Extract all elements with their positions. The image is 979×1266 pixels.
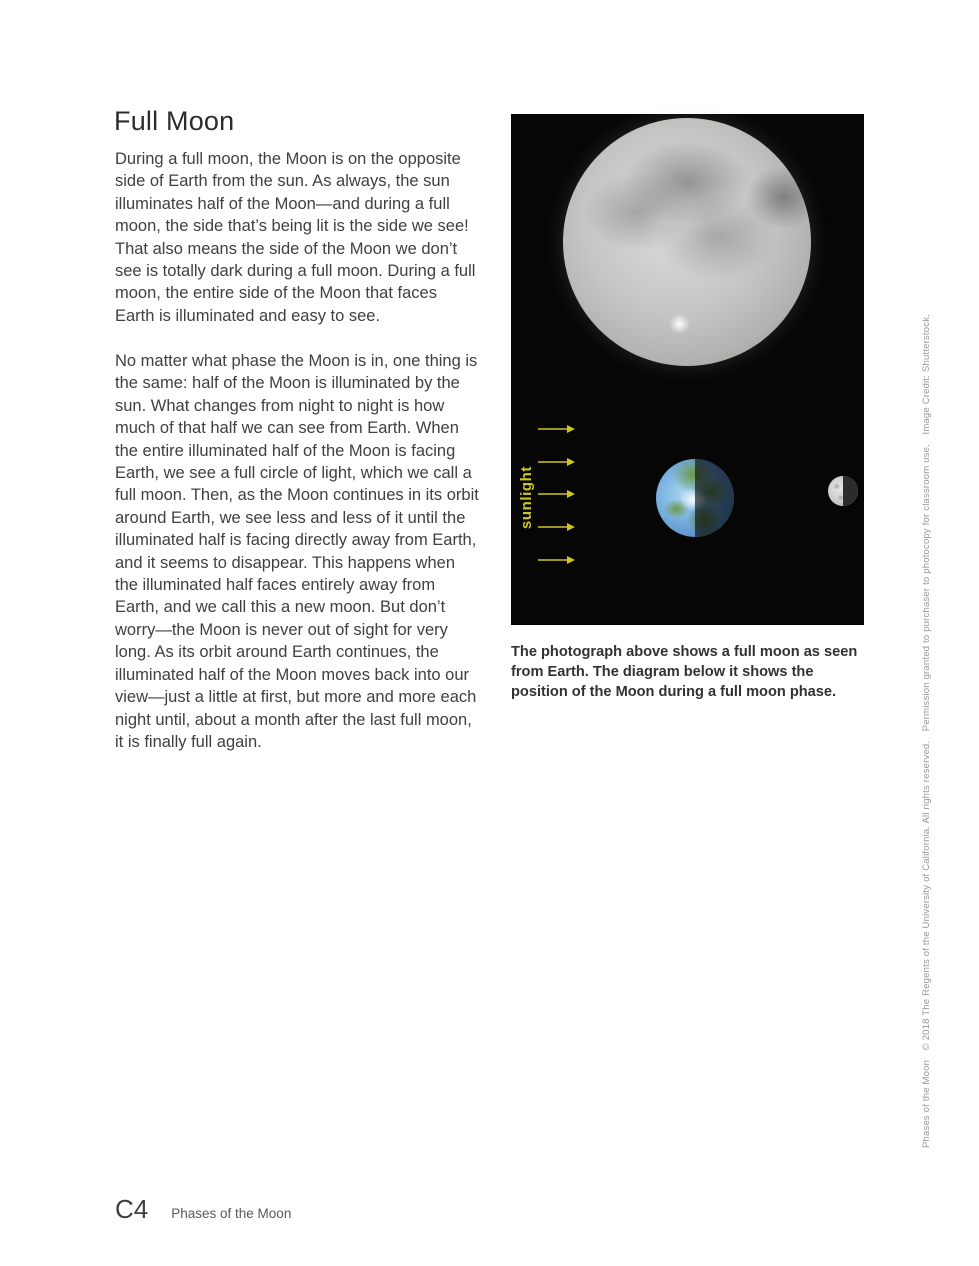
page-title: Full Moon <box>114 106 235 136</box>
moon-position-diagram <box>511 114 864 625</box>
body-paragraph-1: During a full moon, the Moon is on the opposite side of Earth from the sun. As always, the sun illuminates half of the Moon—and during a full moon, the side that’s being lit is the side we see! That also means the side of the Moon we don’t see is totally dark during a full moon. During a full moon, the entire side of the Moon that faces Earth is illuminated and easy to see. <box>115 150 476 325</box>
sunlight-label: sunlight <box>518 466 535 530</box>
sunlight-arrow-icon <box>538 457 576 467</box>
moon-shadow-overlay <box>843 476 858 506</box>
moon-illustration <box>828 476 858 506</box>
body-paragraph-2: No matter what phase the Moon is in, one thing is the same: half of the Moon is illuminated by the sun. What changes from night to night is how much of that half we can see from Earth. When the entire illuminated half of the Moon is facing Earth, we see a full circle of light, which we call a full moon. Then, as the Moon continues in its orbit around Earth, we see less and less of it until the illuminated half is facing directly away from Earth, and it seems to disappear. This happens when the illuminated half faces entirely away from Earth, and we call this a new moon. But don’t worry—the Moon is never out of sight for very long. As its orbit around Earth continues, the illuminated half of the Moon moves back into our view—just a little at first, but more and more each night until, about a month after the last full moon, it is finally full again. <box>115 352 479 751</box>
earth-shadow-overlay <box>695 459 734 537</box>
figure-panel <box>511 114 864 625</box>
credit-image-credit: Image Credit: Shutterstock. <box>921 314 932 435</box>
vertical-credit-text <box>920 314 933 1148</box>
credit-doc-title: Phases of the Moon <box>921 1059 932 1148</box>
credit-permission: Permission granted to purchaser to photocopy for classroom use. <box>921 444 932 732</box>
page-footer <box>115 1194 291 1225</box>
page-number: C4 <box>115 1194 149 1224</box>
sunlight-arrow-icon <box>538 522 576 532</box>
sunlight-arrow-icon <box>538 424 576 434</box>
figure-caption: The photograph above shows a full moon as seen from Earth. The diagram below it shows the position of the Moon during a full moon phase. <box>511 644 858 700</box>
footer-title: Phases of the Moon <box>171 1206 292 1221</box>
credit-copyright: © 2018 The Regents of the University of California. All rights reserved. <box>921 740 932 1051</box>
sunlight-arrow-icon <box>538 489 576 499</box>
earth-illustration <box>656 459 734 537</box>
sunlight-arrow-icon <box>538 555 576 565</box>
